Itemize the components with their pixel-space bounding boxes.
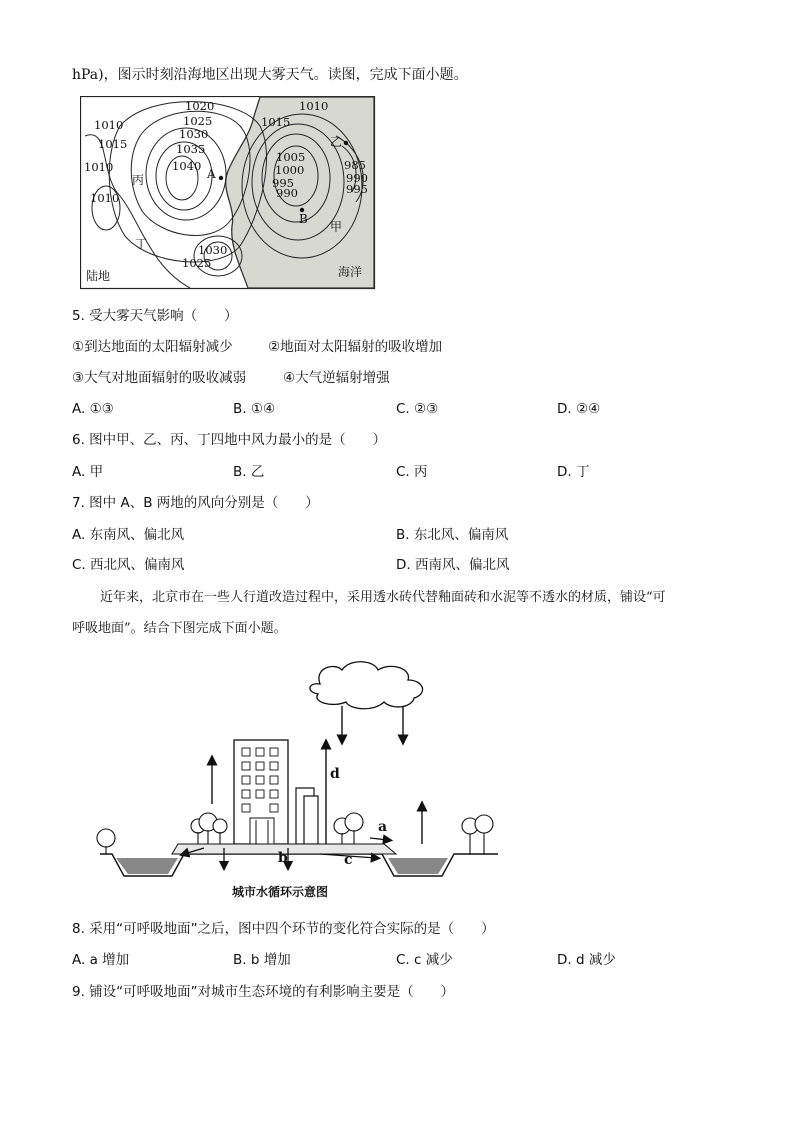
isobar-label: 1020 xyxy=(185,99,215,113)
region-bing-label: 丙 xyxy=(132,173,145,187)
isobar-label: 990 xyxy=(276,186,298,200)
isobar-label: 1015 xyxy=(261,115,291,129)
isobar-map xyxy=(80,96,376,290)
q8-option-a[interactable]: A. a 增加 xyxy=(72,952,130,968)
q6-option-a[interactable]: A. 甲 xyxy=(72,464,104,480)
passage-line-2: 呼吸地面”。结合下图完成下面小题。 xyxy=(72,621,287,636)
q5-stem: 5. 受大雾天气影响（ ） xyxy=(72,308,238,324)
urban-water-cycle-diagram xyxy=(92,658,502,904)
q5-item-2: ②地面对太阳辐射的吸收增加 xyxy=(268,339,443,355)
land-label: 陆地 xyxy=(86,269,111,283)
isobar-label: 1030 xyxy=(179,127,209,141)
isobar-label: 1035 xyxy=(176,142,206,156)
isobar-label: 995 xyxy=(346,182,368,196)
q8-stem: 8. 采用“可呼吸地面”之后，图中四个环节的变化符合实际的是（ ） xyxy=(72,921,495,937)
q6-option-d[interactable]: D. 丁 xyxy=(557,464,590,480)
label-a: a xyxy=(378,819,388,835)
q6-option-c[interactable]: C. 丙 xyxy=(396,464,428,480)
q8-option-b[interactable]: B. b 增加 xyxy=(233,952,291,968)
isobar-label: 985 xyxy=(344,158,366,172)
point-yi-label: 乙 xyxy=(330,135,343,149)
isobar-label: 1040 xyxy=(172,159,202,173)
isobar-label: 1010 xyxy=(90,191,120,205)
q5-item-1: ①到达地面的太阳辐射减少 xyxy=(72,339,233,355)
intro-text: hPa)，图示时刻沿海地区出现大雾天气。读图，完成下面小题。 xyxy=(72,67,468,83)
diagram-caption: 城市水循环示意图 xyxy=(232,885,329,899)
q5-option-b[interactable]: B. ①④ xyxy=(233,401,276,417)
q7-stem: 7. 图中 A、B 两地的风向分别是（ ） xyxy=(72,495,319,511)
region-jia-label: 甲 xyxy=(330,220,343,234)
q5-option-d[interactable]: D. ②④ xyxy=(557,401,601,417)
q5-item-3: ③大气对地面辐射的吸收减弱 xyxy=(72,370,247,386)
sea-label: 海洋 xyxy=(338,265,363,279)
isobar-label: 1010 xyxy=(299,99,329,113)
label-b: b xyxy=(278,850,288,866)
q7-option-a[interactable]: A. 东南风、偏北风 xyxy=(72,527,185,543)
isobar-label: 1025 xyxy=(182,256,212,270)
q7-option-b[interactable]: B. 东北风、偏南风 xyxy=(396,527,509,543)
isobar-label: 1025 xyxy=(183,114,213,128)
label-c: c xyxy=(344,852,353,868)
isobar-label: 1005 xyxy=(276,150,306,164)
isobar-label: 1010 xyxy=(84,160,114,174)
region-ding-label: 丁 xyxy=(135,237,148,251)
q7-option-d[interactable]: D. 西南风、偏北风 xyxy=(396,557,510,573)
cloud-icon xyxy=(310,662,423,709)
q5-item-4: ④大气逆辐射增强 xyxy=(283,370,390,386)
point-b-label: B xyxy=(299,212,308,226)
isobar-label: 1030 xyxy=(198,243,228,257)
isobar-label: 995 xyxy=(272,176,294,190)
isobar-label: 1000 xyxy=(275,163,305,177)
q8-option-d[interactable]: D. d 减少 xyxy=(557,952,616,968)
q5-option-a[interactable]: A. ①③ xyxy=(72,401,114,417)
q8-option-c[interactable]: C. c 减少 xyxy=(396,952,453,968)
q9-stem: 9. 铺设“可呼吸地面”对城市生态环境的有利影响主要是（ ） xyxy=(72,984,455,1000)
isobar-label: 1010 xyxy=(94,118,124,132)
isobar-label: 1015 xyxy=(98,137,128,151)
q7-option-c[interactable]: C. 西北风、偏南风 xyxy=(72,557,185,573)
point-a-label: A xyxy=(207,167,216,181)
q6-stem: 6. 图中甲、乙、丙、丁四地中风力最小的是（ ） xyxy=(72,432,387,448)
q6-option-b[interactable]: B. 乙 xyxy=(233,464,265,480)
isobar-label: 990 xyxy=(346,171,368,185)
q5-option-c[interactable]: C. ②③ xyxy=(396,401,439,417)
label-d: d xyxy=(330,766,340,782)
passage-line-1: 近年来，北京市在一些人行道改造过程中，采用透水砖代替釉面砖和水泥等不透水的材质，铺设“可 xyxy=(100,590,666,605)
